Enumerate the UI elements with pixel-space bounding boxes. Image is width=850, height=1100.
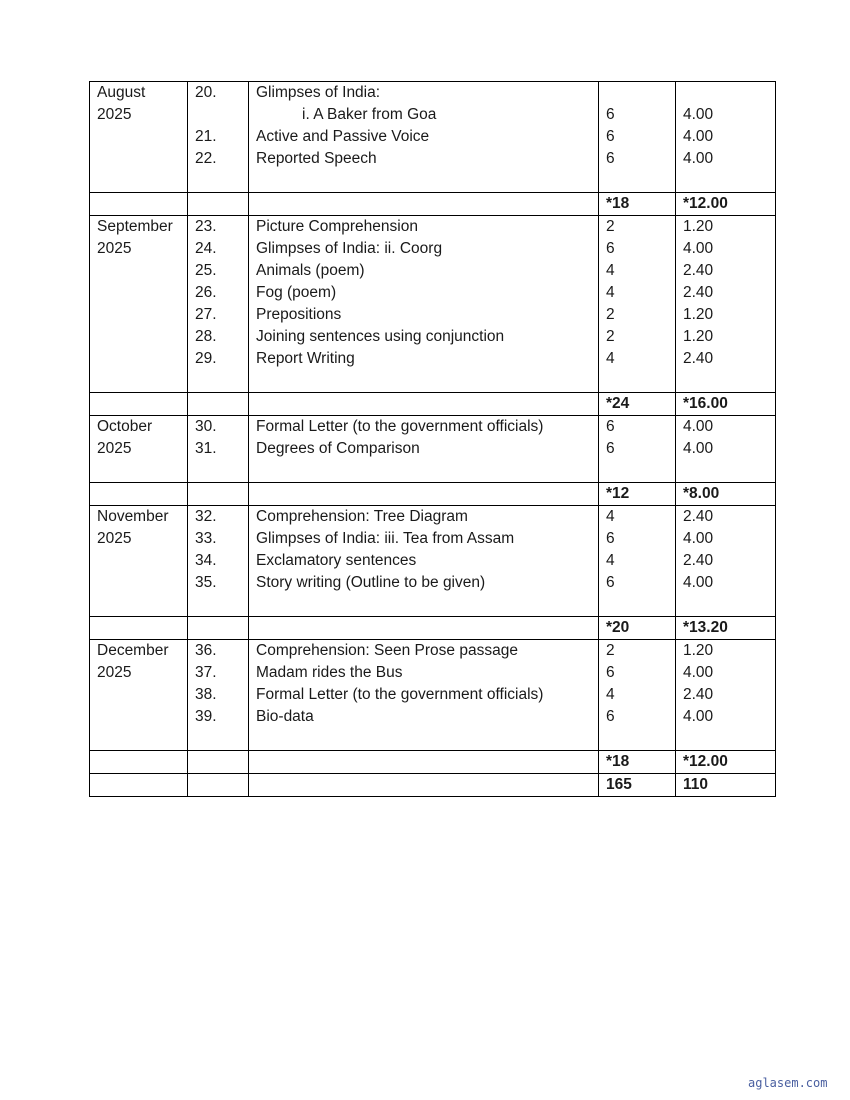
lesson-hours: 1.20 (683, 306, 714, 323)
lesson-number: 20. (195, 84, 217, 101)
lesson-topic: Joining sentences using conjunction (256, 328, 505, 345)
lesson-hours: 4.00 (683, 440, 714, 457)
periods-cell (599, 82, 676, 193)
month-total-row (90, 193, 776, 216)
month-name: December (97, 642, 169, 659)
lesson-hours: 4.00 (683, 128, 714, 145)
lesson-number: 27. (195, 306, 217, 323)
lesson-topic: Bio-data (256, 708, 314, 725)
lesson-number: 39. (195, 708, 217, 725)
lesson-periods: 6 (606, 418, 615, 435)
lesson-number-cell (188, 506, 249, 617)
lesson-topic: Fog (poem) (256, 284, 337, 301)
grand-total-periods: 165 (599, 774, 676, 797)
lesson-topic: Story writing (Outline to be given) (256, 574, 486, 591)
lesson-periods: 4 (606, 262, 615, 279)
lesson-number: 32. (195, 508, 217, 525)
total-hours: *13.20 (676, 617, 776, 640)
periods-cell (599, 416, 676, 483)
lesson-periods: 6 (606, 664, 615, 681)
lesson-hours: 4.00 (683, 530, 714, 547)
month-cell (90, 640, 188, 751)
lesson-topic: Comprehension: Tree Diagram (256, 508, 468, 525)
month-cell (90, 506, 188, 617)
lesson-periods: 2 (606, 218, 615, 235)
periods-cell (599, 216, 676, 393)
syllabus-table-body (90, 82, 776, 797)
total-hours: *16.00 (676, 393, 776, 416)
lesson-number (195, 104, 248, 126)
total-hours: *12.00 (676, 193, 776, 216)
lesson-periods: 6 (606, 574, 615, 591)
lesson-number-cell (188, 216, 249, 393)
grand-total-hours: 110 (676, 774, 776, 797)
lesson-periods: 2 (606, 642, 615, 659)
lesson-topic: Glimpses of India: (256, 84, 381, 101)
lesson-topic: Comprehension: Seen Prose passage (256, 642, 518, 659)
lesson-periods: 4 (606, 508, 615, 525)
lesson-topic: Glimpses of India: iii. Tea from Assam (256, 530, 515, 547)
lesson-topic: Formal Letter (to the government officials) (256, 686, 544, 703)
total-hours: *12.00 (676, 751, 776, 774)
lesson-topic-cell (249, 82, 599, 193)
lesson-number-cell (188, 640, 249, 751)
total-periods: *24 (599, 393, 676, 416)
lesson-topic: Picture Comprehension (256, 218, 418, 235)
lesson-periods: 4 (606, 350, 615, 367)
periods-cell (599, 640, 676, 751)
hours-cell (676, 506, 776, 617)
lesson-number-cell (188, 416, 249, 483)
lesson-hours: 2.40 (683, 262, 714, 279)
empty-cell (90, 751, 188, 774)
watermark: aglasem.com (748, 1076, 828, 1090)
lesson-periods: 4 (606, 686, 615, 703)
lesson-topic: Report Writing (256, 350, 355, 367)
hours-cell (676, 416, 776, 483)
lesson-number: 25. (195, 262, 217, 279)
empty-cell (249, 774, 599, 797)
lesson-periods: 6 (606, 150, 615, 167)
lesson-number: 22. (195, 150, 217, 167)
month-year: 2025 (97, 530, 132, 547)
month-year: 2025 (97, 240, 132, 257)
empty-cell (90, 393, 188, 416)
hours-cell (676, 640, 776, 751)
lesson-topic-cell (249, 216, 599, 393)
empty-cell (249, 193, 599, 216)
total-periods: *12 (599, 483, 676, 506)
lesson-hours: 4.00 (683, 574, 714, 591)
empty-cell (249, 751, 599, 774)
month-name: September (97, 218, 173, 235)
month-total-row (90, 483, 776, 506)
lesson-periods: 4 (606, 552, 615, 569)
hours-cell (676, 216, 776, 393)
empty-cell (90, 774, 188, 797)
lesson-number: 36. (195, 642, 217, 659)
month-cell (90, 82, 188, 193)
empty-cell (249, 393, 599, 416)
lesson-number: 38. (195, 686, 217, 703)
lesson-periods (606, 82, 675, 104)
month-year: 2025 (97, 440, 132, 457)
lesson-hours: 4.00 (683, 708, 714, 725)
lesson-hours: 4.00 (683, 240, 714, 257)
empty-cell (188, 193, 249, 216)
lesson-number: 33. (195, 530, 217, 547)
month-block (90, 416, 776, 483)
month-block (90, 216, 776, 393)
lesson-number: 21. (195, 128, 217, 145)
total-hours: *8.00 (676, 483, 776, 506)
lesson-periods: 6 (606, 128, 615, 145)
lesson-periods: 6 (606, 240, 615, 257)
month-name: August (97, 84, 146, 101)
lesson-topic: Formal Letter (to the government officials) (256, 418, 544, 435)
lesson-hours: 1.20 (683, 218, 714, 235)
lesson-periods: 2 (606, 328, 615, 345)
month-total-row (90, 751, 776, 774)
empty-cell (188, 774, 249, 797)
lesson-number: 28. (195, 328, 217, 345)
syllabus-table (89, 81, 776, 797)
lesson-topic: Degrees of Comparison (256, 440, 420, 457)
lesson-topic-cell (249, 506, 599, 617)
lesson-topic: Exclamatory sentences (256, 552, 417, 569)
empty-cell (188, 751, 249, 774)
empty-cell (188, 483, 249, 506)
periods-cell (599, 506, 676, 617)
month-total-row (90, 617, 776, 640)
lesson-number: 35. (195, 574, 217, 591)
lesson-periods: 6 (606, 440, 615, 457)
lesson-hours: 2.40 (683, 686, 714, 703)
lesson-topic: Animals (poem) (256, 262, 365, 279)
lesson-number-cell (188, 82, 249, 193)
lesson-number: 37. (195, 664, 217, 681)
lesson-hours: 4.00 (683, 106, 714, 123)
empty-cell (188, 617, 249, 640)
month-block (90, 506, 776, 617)
lesson-topic: Reported Speech (256, 150, 377, 167)
total-periods: *18 (599, 751, 676, 774)
lesson-number: 23. (195, 218, 217, 235)
lesson-hours: 4.00 (683, 150, 714, 167)
lesson-number: 31. (195, 440, 217, 457)
hours-cell (676, 82, 776, 193)
lesson-number: 24. (195, 240, 217, 257)
lesson-periods: 6 (606, 530, 615, 547)
lesson-number: 26. (195, 284, 217, 301)
empty-cell (90, 617, 188, 640)
lesson-topic-cell (249, 640, 599, 751)
lesson-topic: i. A Baker from Goa (302, 106, 437, 123)
month-name: November (97, 508, 169, 525)
lesson-hours: 2.40 (683, 552, 714, 569)
lesson-hours: 4.00 (683, 664, 714, 681)
lesson-hours: 1.20 (683, 642, 714, 659)
grand-total-row (90, 774, 776, 797)
lesson-periods: 6 (606, 106, 615, 123)
month-name: October (97, 418, 153, 435)
lesson-hours: 2.40 (683, 508, 714, 525)
empty-cell (188, 393, 249, 416)
month-cell (90, 216, 188, 393)
lesson-number: 30. (195, 418, 217, 435)
lesson-hours: 1.20 (683, 328, 714, 345)
empty-cell (249, 617, 599, 640)
lesson-hours: 2.40 (683, 284, 714, 301)
lesson-number: 34. (195, 552, 217, 569)
month-block (90, 640, 776, 751)
lesson-topic: Active and Passive Voice (256, 128, 430, 145)
month-total-row (90, 393, 776, 416)
lesson-periods: 6 (606, 708, 615, 725)
empty-cell (90, 193, 188, 216)
lesson-topic: Madam rides the Bus (256, 664, 403, 681)
lesson-hours: 4.00 (683, 418, 714, 435)
lesson-number: 29. (195, 350, 217, 367)
lesson-hours (683, 82, 775, 104)
month-block (90, 82, 776, 193)
month-year: 2025 (97, 106, 132, 123)
total-periods: *20 (599, 617, 676, 640)
lesson-topic: Prepositions (256, 306, 342, 323)
total-periods: *18 (599, 193, 676, 216)
lesson-hours: 2.40 (683, 350, 714, 367)
month-year: 2025 (97, 664, 132, 681)
lesson-periods: 4 (606, 284, 615, 301)
lesson-topic: Glimpses of India: ii. Coorg (256, 240, 443, 257)
lesson-topic-cell (249, 416, 599, 483)
empty-cell (249, 483, 599, 506)
empty-cell (90, 483, 188, 506)
month-cell (90, 416, 188, 483)
lesson-periods: 2 (606, 306, 615, 323)
